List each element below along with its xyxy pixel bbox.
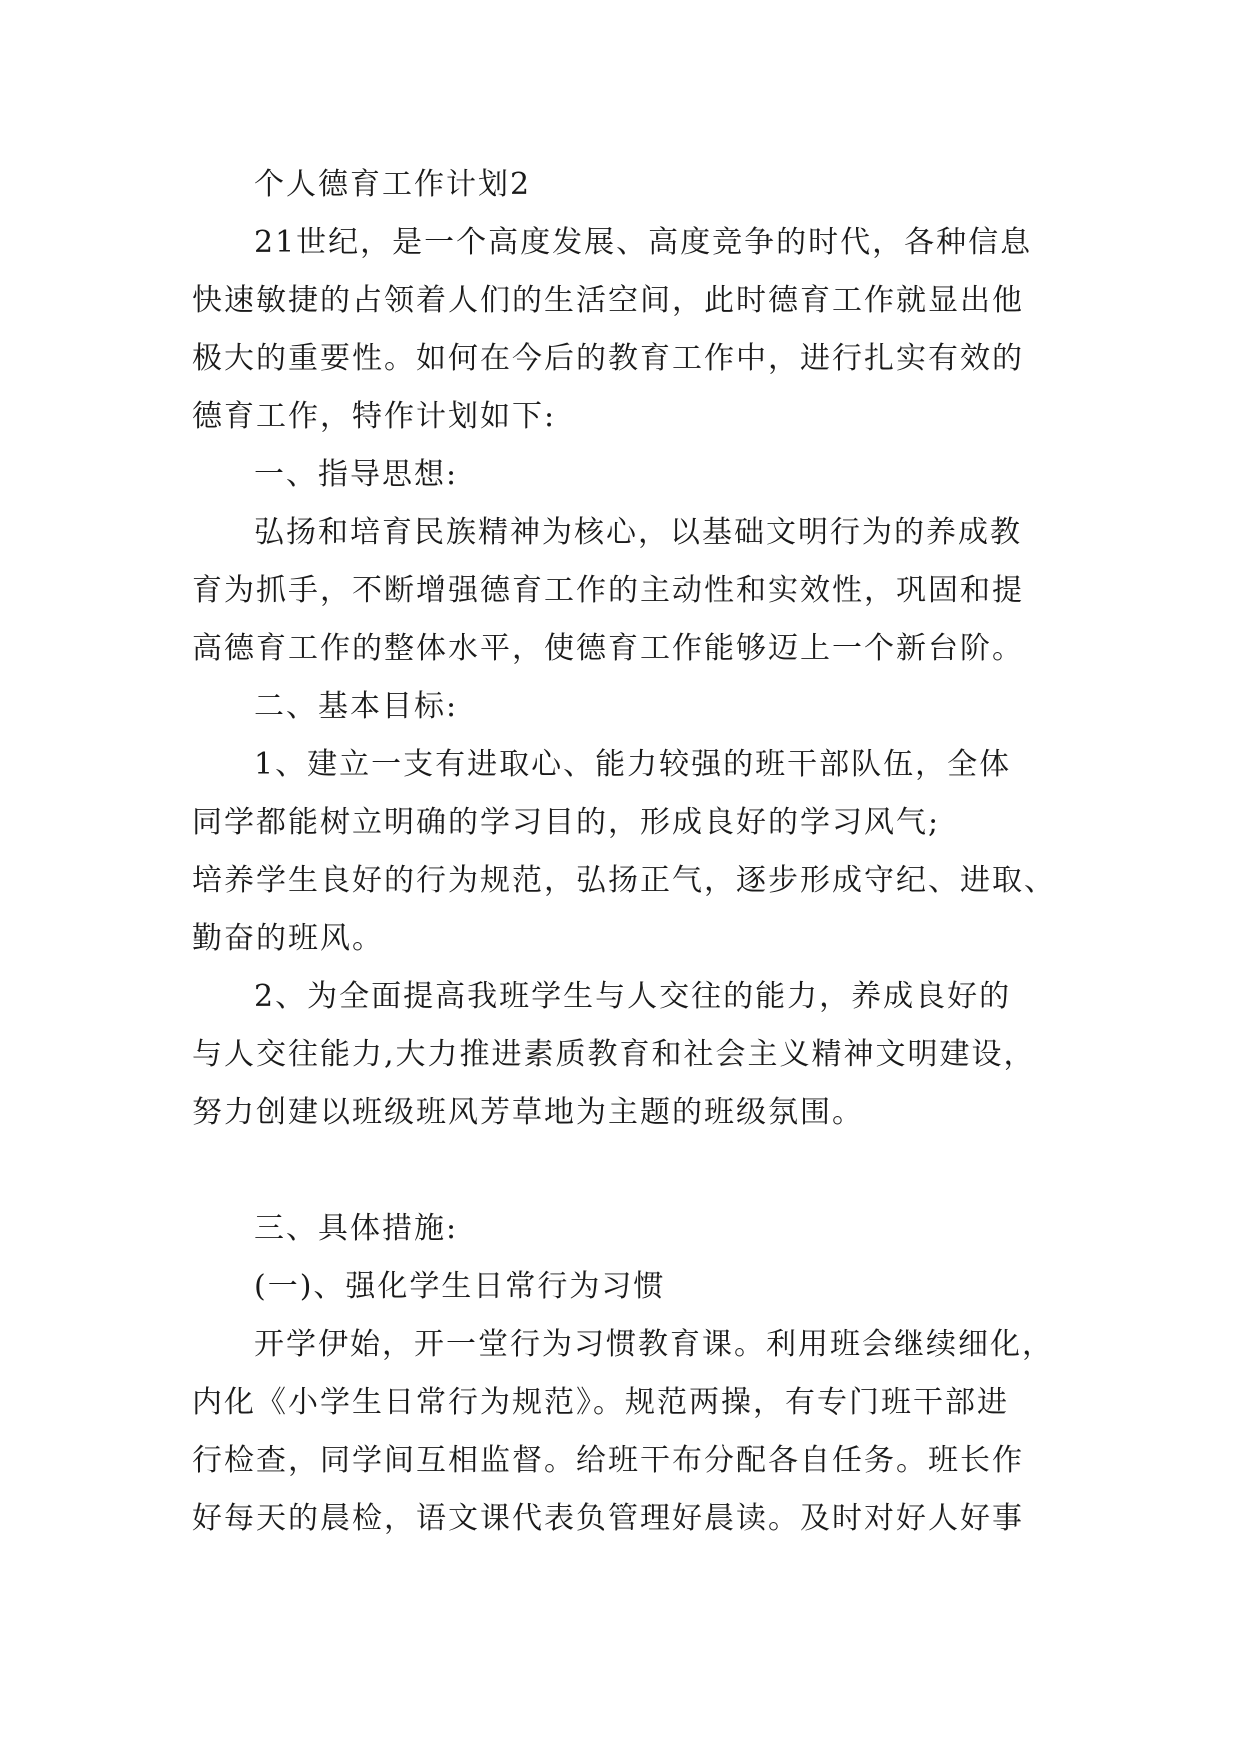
section-heading-specific-measures: 三、具体措施: bbox=[254, 1211, 459, 1246]
blank-line bbox=[192, 1142, 1072, 1200]
paragraph-line: 弘扬和培育民族精神为核心，以基础文明行为的养成教 bbox=[254, 515, 1022, 550]
document-body bbox=[192, 156, 1072, 1548]
goal-line: 1、建立一支有进取心、能力较强的班干部队伍，全体 bbox=[254, 747, 1012, 782]
paragraph-line: 内化《小学生日常行为规范》。规范两操，有专门班干部进 bbox=[192, 1385, 1009, 1420]
subsection-heading: (一)、强化学生日常行为习惯 bbox=[254, 1269, 666, 1304]
intro-line: 德育工作，特作计划如下: bbox=[192, 399, 557, 434]
goal-line: 同学都能树立明确的学习目的，形成良好的学习风气; bbox=[192, 805, 941, 840]
intro-line: 快速敏捷的占领着人们的生活空间，此时德育工作就显出他 bbox=[192, 283, 1024, 318]
goal-line: 勤奋的班风。 bbox=[192, 921, 384, 956]
document-title: 个人德育工作计划2 bbox=[254, 167, 532, 202]
paragraph-line: 开学伊始，开一堂行为习惯教育课。利用班会继续细化， bbox=[254, 1327, 1054, 1362]
paragraph-line: 高德育工作的整体水平，使德育工作能够迈上一个新台阶。 bbox=[192, 631, 1024, 666]
section-heading-basic-goals: 二、基本目标: bbox=[254, 689, 459, 724]
goal-line: 培养学生良好的行为规范，弘扬正气，逐步形成守纪、进取、 bbox=[192, 863, 1056, 898]
section-heading-guiding-ideology: 一、指导思想: bbox=[254, 457, 459, 492]
paragraph-line: 行检查，同学间互相监督。给班干布分配各自任务。班长作 bbox=[192, 1443, 1024, 1478]
goal-line: 努力创建以班级班风芳草地为主题的班级氛围。 bbox=[192, 1095, 864, 1130]
intro-line: 21世纪，是一个高度发展、高度竞争的时代，各种信息 bbox=[254, 225, 1033, 260]
goal-line: 2、为全面提高我班学生与人交往的能力，养成良好的 bbox=[254, 979, 1012, 1014]
intro-line: 极大的重要性。如何在今后的教育工作中，进行扎实有效的 bbox=[192, 341, 1024, 376]
paragraph-line: 好每天的晨检，语文课代表负管理好晨读。及时对好人好事 bbox=[192, 1501, 1024, 1536]
paragraph-line: 育为抓手，不断增强德育工作的主动性和实效性，巩固和提 bbox=[192, 573, 1024, 608]
goal-line: 与人交往能力,大力推进素质教育和社会主义精神文明建设， bbox=[192, 1037, 1036, 1072]
